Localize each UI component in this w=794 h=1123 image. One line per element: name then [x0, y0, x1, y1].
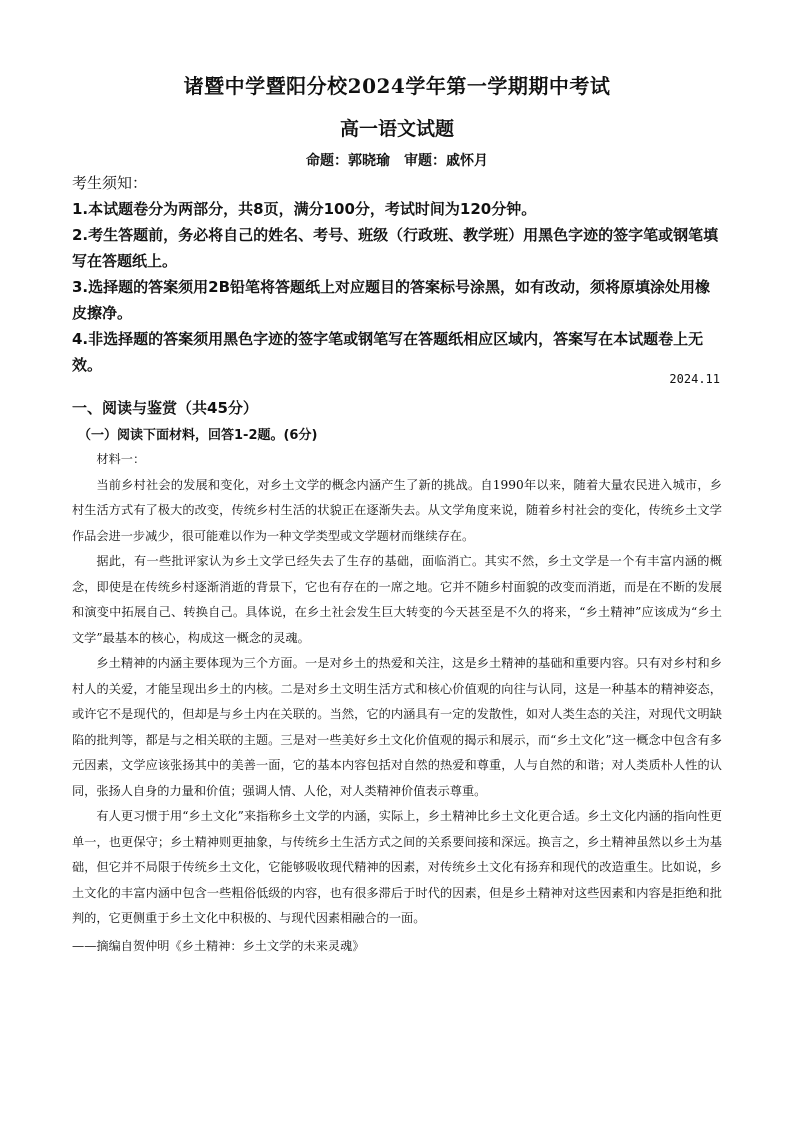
notice-heading: 考生须知： — [72, 174, 148, 192]
paragraph: 据此，有一些批评家认为乡土文学已经失去了生存的基础，面临消亡。其实不然，乡土文学是一个有丰富内涵的概念，即使是在传统乡村逐渐消逝的背景下，它也有存在的一席之地。它并不随乡村面貌的改变而消逝，而是在不断的发展和演变中拓展自己、转换自己。具体说，在乡土社会发生巨大转变的今天甚至是不久的将来，“乡土精神”应该成为“乡土文学”最基本的核心，构成这一概念的灵魂。 — [72, 554, 722, 645]
paragraph: 有人更习惯于用“乡土文化”来指称乡土文学的内涵，实际上，乡土精神比乡土文化更合适。乡土文化内涵的指向性更单一，也更保守；乡土精神则更抽象，与传统乡土生活方式之间的关系要间接和深远。换言之，乡土精神虽然以乡土为基础，但它并不局限于传统乡土文化，它能够吸收现代精神的因素，对传统乡土文化有扬弃和现代的改造重生。比如说，乡土文化的丰富内涵中包含一些粗俗低级的内容，也有很多滞后于时代的因素，但是乡土精神对这些因素和内容是拒绝和批判的，它更侧重于乡土文化中积极的、与现代因素相融合的一面。 — [72, 809, 722, 925]
exam-subtitle: 高一语文试题 — [339, 118, 454, 140]
subsection-title: （一）阅读下面材料，回答1-2题。(6分) — [78, 428, 318, 443]
notice-list — [72, 196, 722, 378]
exam-authors: 命题：郭晓瑜 审题：戚怀月 — [306, 153, 488, 169]
notice-item: 4.非选择题的答案须用黑色字迹的签字笔或钢笔写在答题纸相应区域内，答案写在本试题卷上无效。 — [72, 330, 704, 374]
paragraph: 乡土精神的内涵主要体现为三个方面。一是对乡土的热爱和关注，这是乡土精神的基础和重要内容。只有对乡村和乡村人的关爱，才能呈现出乡土的内核。二是对乡土文明生活方式和核心价值观的向往与认同，这是一种基本的精神姿态，或许它不是现代的，但却是与乡土内在关联的。当然，它的内涵具有一定的发散性，如对人类生态的关注，对现代文明缺陷的批判等，都是与之相关联的主题。三是对一些美好乡土文化价值观的揭示和展示，而“乡土文化”这一概念中包含有多元因素，文学应该张扬其中的美善一面，它的基本内容包括对自然的热爱和尊重，人与自然的和谐；对人类质朴人性的认同，张扬人自身的力量和价值；强调人情、人伦，对人类精神价值表示尊重。 — [72, 656, 722, 798]
notice-item: 1.本试题卷分为两部分，共8页，满分100分，考试时间为120分钟。 — [72, 200, 537, 218]
exam-date: 2024.11 — [669, 372, 720, 386]
exam-title: 诸暨中学暨阳分校2024学年第一学期期中考试 — [183, 74, 611, 98]
notice-item: 2.考生答题前，务必将自己的姓名、考号、班级（行政班、教学班）用黑色字迹的签字笔或钢笔填写在答题纸上。 — [72, 226, 719, 270]
section-title: 一、阅读与鉴赏（共45分） — [72, 399, 258, 417]
paragraph: 当前乡村社会的发展和变化，对乡土文学的概念内涵产生了新的挑战。自1990年以来，随着大量农民进入城市，乡村生活方式有了极大的改变，传统乡村生活的状貌正在逐渐失去。从文学角度来说，随着乡村社会的变化，传统乡土文学作品会进一步减少，很可能难以作为一种文学类型或文学题材而继续存在。 — [72, 477, 722, 543]
material-label: 材料一： — [96, 452, 146, 466]
reading-material — [72, 447, 722, 959]
notice-item: 3.选择题的答案须用2B铅笔将答题纸上对应题目的答案标号涂黑，如有改动，须将原填涂处用橡皮擦净。 — [72, 278, 711, 322]
source-citation: ——摘编自贺仲明《乡土精神：乡土文学的未来灵魂》 — [72, 938, 365, 953]
